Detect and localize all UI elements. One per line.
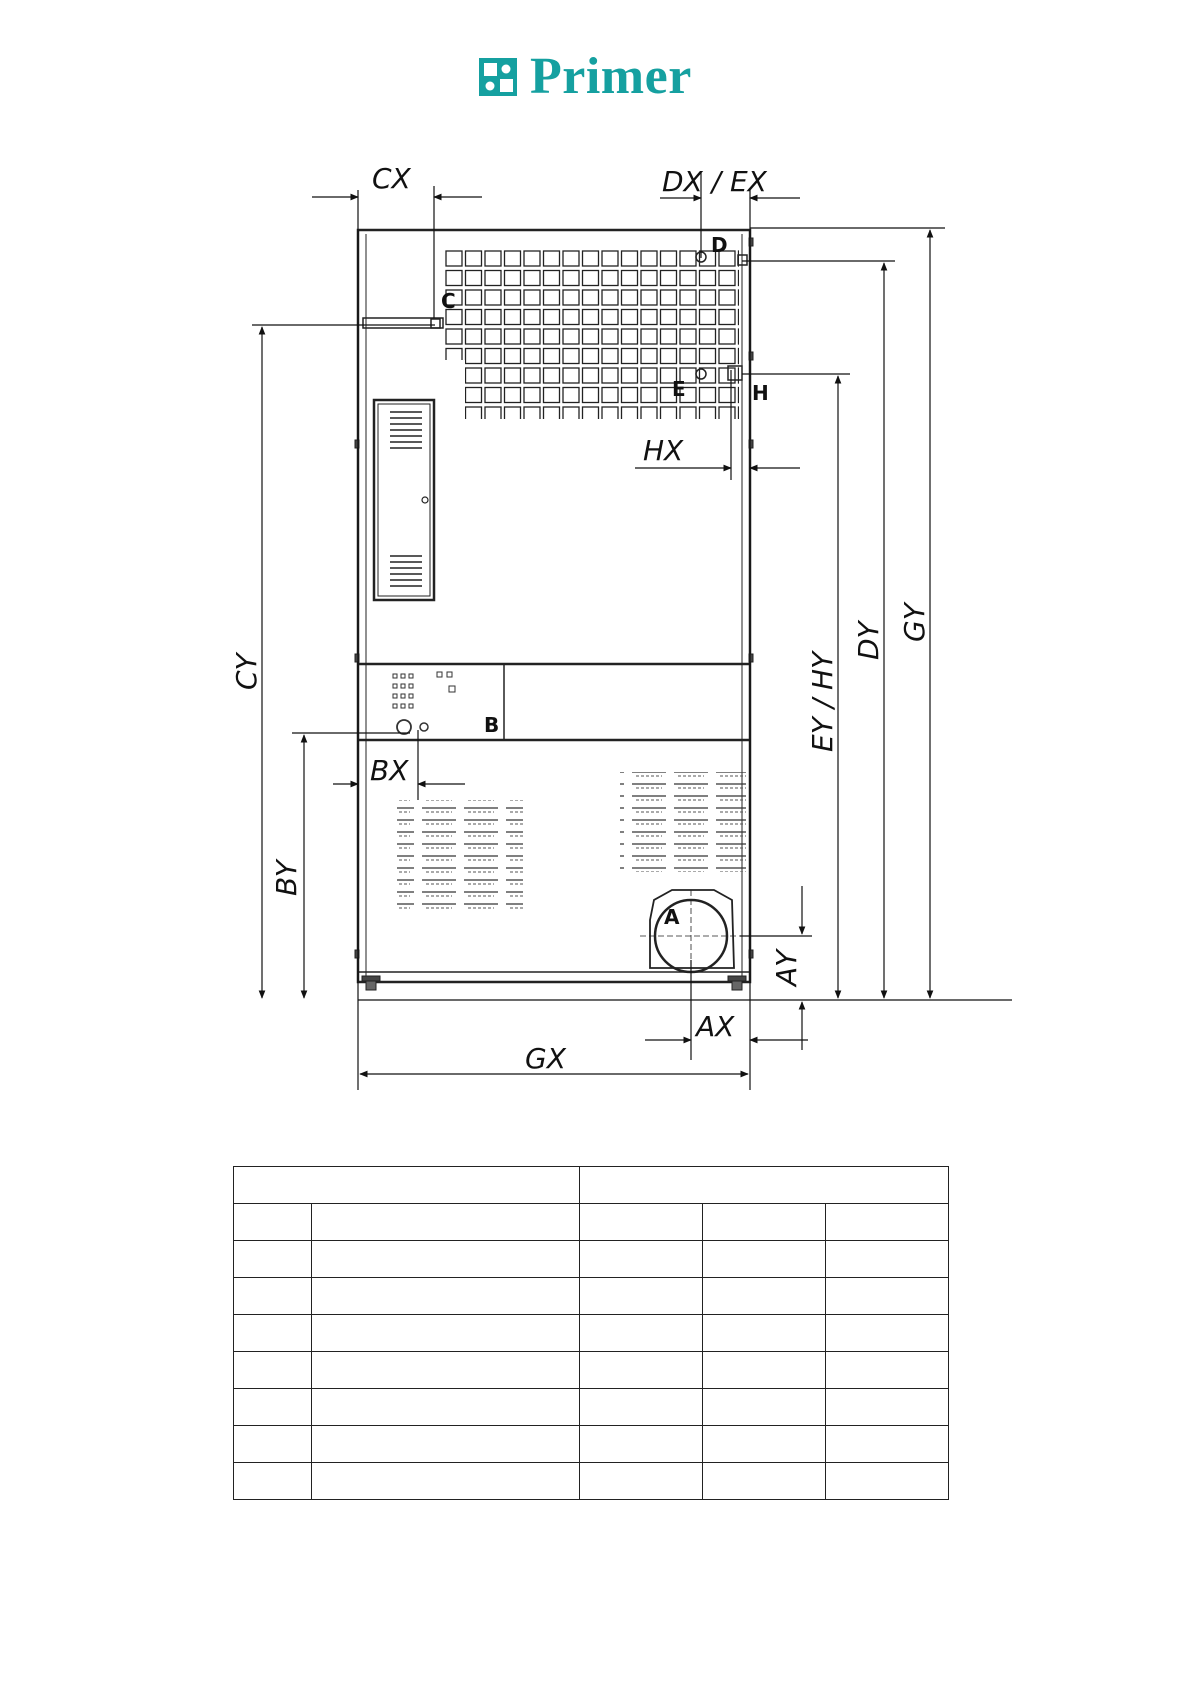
table-cell [826, 1426, 949, 1463]
table-cell [826, 1389, 949, 1426]
dim-label-ey-hy: EY / HY [806, 651, 839, 752]
dim-label-cx: CX [372, 162, 411, 195]
table-row [234, 1352, 949, 1389]
table-cell [234, 1315, 312, 1352]
table-cell [580, 1389, 703, 1426]
table-cell [234, 1426, 312, 1463]
table-cell [703, 1352, 826, 1389]
table-cell [312, 1352, 580, 1389]
table-cell [234, 1463, 312, 1500]
dim-label-hx: HX [643, 434, 684, 467]
table-cell [312, 1463, 580, 1500]
table-header-row [234, 1167, 949, 1204]
table-cell [703, 1315, 826, 1352]
control-panel [393, 672, 455, 734]
table-cell [703, 1463, 826, 1500]
table-cell [826, 1204, 949, 1241]
drain-outlet [640, 890, 740, 975]
table-row [234, 1389, 949, 1426]
table-row [234, 1315, 949, 1352]
table-cell [703, 1426, 826, 1463]
table-row [234, 1463, 949, 1500]
table-cell [703, 1204, 826, 1241]
table-cell [234, 1352, 312, 1389]
ventilation-grille [445, 250, 739, 419]
table-cell [580, 1315, 703, 1352]
brand-name: Primer [530, 48, 692, 105]
table-row [234, 1426, 949, 1463]
table-cell [312, 1315, 580, 1352]
point-label-a: A [664, 905, 680, 929]
table-cell [312, 1426, 580, 1463]
table-row [234, 1278, 949, 1315]
table-cell [826, 1278, 949, 1315]
table-row [234, 1241, 949, 1278]
table-cell [312, 1278, 580, 1315]
point-label-e: E [672, 377, 686, 401]
point-label-c: C [441, 289, 456, 313]
table-cell [826, 1463, 949, 1500]
table-header-cell [234, 1167, 580, 1204]
dim-label-by: BY [270, 860, 303, 896]
dim-label-bx: BX [370, 754, 409, 787]
table-cell [580, 1426, 703, 1463]
table-cell [703, 1389, 826, 1426]
table-cell [826, 1241, 949, 1278]
table-cell [580, 1352, 703, 1389]
table-cell [234, 1241, 312, 1278]
dim-label-dy: DY [852, 621, 885, 660]
table-cell [580, 1278, 703, 1315]
table-cell [826, 1352, 949, 1389]
dim-label-gx: GX [525, 1042, 566, 1075]
dimensions-table [233, 1166, 949, 1500]
table-cell [234, 1389, 312, 1426]
table-cell [826, 1315, 949, 1352]
dim-label-gy: GY [898, 603, 931, 642]
point-label-h: H [752, 381, 769, 405]
table-header-cell [580, 1167, 949, 1204]
dim-label-dx-ex: DX / EX [662, 165, 767, 198]
table-row [234, 1204, 949, 1241]
point-label-b: B [484, 713, 500, 737]
table-cell [234, 1204, 312, 1241]
dim-label-ax: AX [696, 1010, 735, 1043]
table-cell [580, 1463, 703, 1500]
side-panel [374, 400, 434, 600]
table-cell [580, 1241, 703, 1278]
table-cell [703, 1241, 826, 1278]
table-cell [312, 1241, 580, 1278]
table-cell [312, 1204, 580, 1241]
dim-label-ay: AY [770, 949, 803, 986]
table-cell [580, 1204, 703, 1241]
table-cell [703, 1278, 826, 1315]
table-cell [312, 1389, 580, 1426]
table-cell [234, 1278, 312, 1315]
point-label-d: D [711, 233, 728, 257]
dim-label-cy: CY [230, 653, 263, 690]
